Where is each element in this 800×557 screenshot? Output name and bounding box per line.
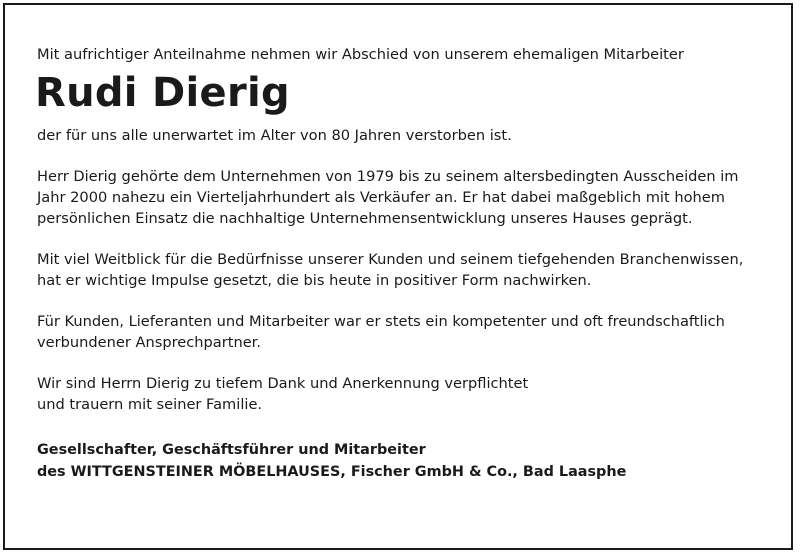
paragraph-line: Herr Dierig gehörte dem Unternehmen von 1979 bis zu seinem altersbedingten Ausscheiden im: [37, 168, 739, 185]
subtitle-text: der für uns alle unerwartet im Alter von 80 Jahren verstorben ist.: [37, 127, 512, 144]
paragraph-line: Für Kunden, Lieferanten und Mitarbeiter war er stets ein kompetenter und oft freundschaftlich: [37, 313, 725, 330]
paragraph-line: hat er wichtige Impulse gesetzt, die bis heute in positiver Form nachwirken.: [37, 272, 592, 289]
paragraph-line: Wir sind Herrn Dierig zu tiefem Dank und Anerkennung verpflichtet: [37, 375, 529, 392]
paragraph-line: verbundener Ansprechpartner.: [37, 334, 261, 351]
signature-block: [37, 439, 767, 483]
intro-text: Mit aufrichtiger Anteilnahme nehmen wir Abschied von unserem ehemaligen Mitarbeiter: [37, 46, 684, 63]
paragraph-line: Mit viel Weitblick für die Bedürfnisse unserer Kunden und seinem tiefgehenden Branchenwissen,: [37, 251, 744, 268]
paragraph-gratitude: [37, 373, 767, 415]
paragraph-line: Jahr 2000 nahezu ein Vierteljahrhundert als Verkäufer an. Er hat dabei maßgeblich mit hohem: [37, 189, 725, 206]
paragraph-career: [37, 166, 767, 229]
paragraph-impulses: [37, 249, 767, 291]
obituary-notice: [37, 44, 767, 483]
paragraph-partner: [37, 311, 767, 353]
paragraph-line: persönlichen Einsatz die nachhaltige Unternehmensentwicklung unseres Hauses geprägt.: [37, 210, 693, 227]
signature-line: Gesellschafter, Geschäftsführer und Mitarbeiter: [37, 442, 426, 458]
signature-line: des WITTGENSTEINER MÖBELHAUSES, Fischer GmbH & Co., Bad Laasphe: [37, 464, 627, 480]
deceased-name: Rudi Dierig: [35, 70, 290, 116]
paragraph-line: und trauern mit seiner Familie.: [37, 396, 263, 413]
